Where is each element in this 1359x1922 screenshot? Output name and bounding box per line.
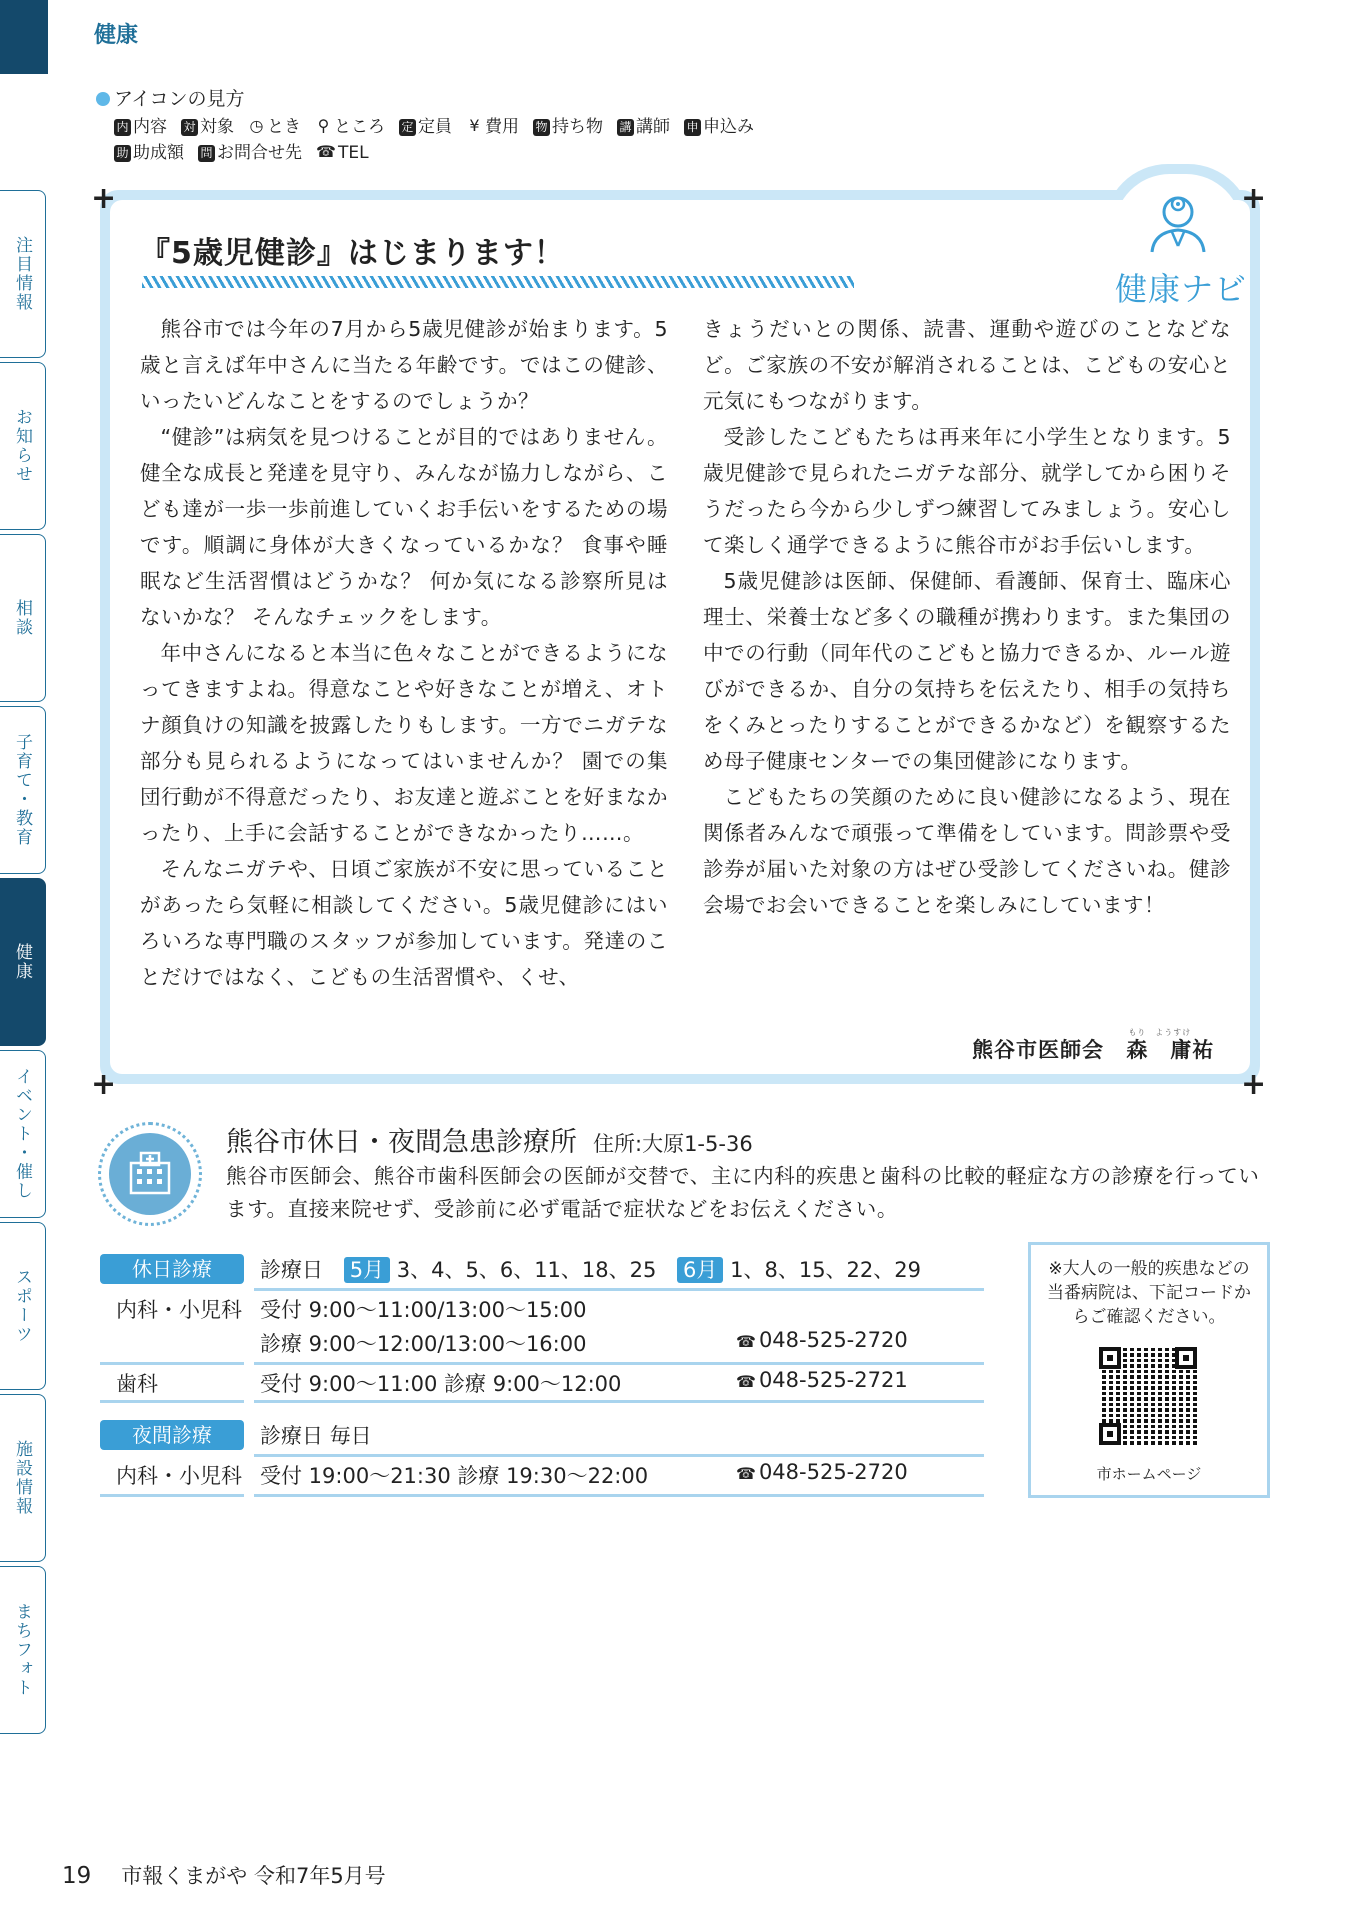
dental-hours: 受付 9:00～11:00 診療 9:00～12:00 [260, 1372, 622, 1396]
month-badge: 6月 [677, 1257, 723, 1283]
side-tab-label: 子育て・教育 [12, 733, 32, 847]
side-tab-label: 施設情報 [12, 1440, 32, 1516]
legend-label: 持ち物 [552, 117, 603, 137]
month-days: 1、8、15、22、29 [730, 1258, 921, 1282]
legend-label: 講師 [636, 117, 670, 137]
legend-item [114, 143, 184, 163]
legend-glyph-icon: 対 [181, 119, 198, 136]
article-author [972, 1028, 1215, 1064]
legend-label: 助成額 [133, 143, 184, 163]
side-tab-9[interactable] [0, 1566, 46, 1734]
side-tab-7[interactable] [0, 1222, 46, 1390]
author-name-wrap [1126, 1028, 1215, 1062]
side-tab-label: 相談 [12, 599, 32, 637]
legend-item [617, 117, 670, 137]
dept-dental: 歯科 [116, 1372, 158, 1396]
bullet-icon [96, 92, 110, 106]
dental-phone[interactable]: ☎ 048-525-2721 [736, 1368, 908, 1392]
side-tab-label: スポーツ [12, 1268, 32, 1344]
month-badge: 5月 [344, 1257, 390, 1283]
row-divider [254, 1362, 984, 1365]
author-ruby: もり ようすけ [1128, 1028, 1192, 1037]
crop-mark-icon: + [91, 181, 117, 216]
internal-hours-2: 診療 9:00～12:00/13:00～16:00 [260, 1332, 587, 1356]
page-footer [62, 1860, 386, 1890]
row-divider [254, 1288, 984, 1291]
legend-glyph-icon: ⚲ [317, 116, 330, 135]
side-tab-3[interactable] [0, 534, 46, 702]
section-title: 健康 [94, 23, 139, 48]
night-days: 診療日 毎日 [260, 1424, 372, 1448]
internal-phone[interactable]: ☎ 048-525-2720 [736, 1328, 908, 1352]
kenko-navi-label: 健康ナビ [1114, 270, 1247, 308]
crop-mark-icon: + [1241, 181, 1267, 216]
clinic-heading [226, 1120, 753, 1159]
month-days: 3、4、5、6、11、18、25 [396, 1258, 657, 1282]
row-divider [254, 1454, 984, 1457]
legend-label: お問合せ先 [217, 143, 302, 163]
paragraph: 年中さんになると本当に色々なことができるようになってきますよね。得意なことや好きなことが増え、オトナ顔負けの知識を披露したりもします。一方でニガテな部分も見られるようになってはいませんか？ 園での集団行動が不得意だったり、お友達と遊ぶことを好まなかったり、上手に会話することができなかったり……。 [140, 641, 668, 845]
icon-legend-row-2 [114, 138, 383, 163]
side-tab-6[interactable] [0, 1050, 46, 1218]
legend-glyph-icon: ¥ [469, 116, 480, 135]
icon-legend-heading: アイコンの見方 [96, 84, 245, 111]
holiday-days: 診療日 5月 3、4、5、6、11、18、25 6月 1、8、15、22、29 [260, 1258, 921, 1282]
crop-mark-icon: + [1241, 1067, 1267, 1102]
row-divider [254, 1400, 984, 1403]
qr-finder [1099, 1423, 1121, 1445]
legend-glyph-icon: 物 [533, 119, 550, 136]
legend-glyph-icon: 定 [399, 119, 416, 136]
legend-item [399, 117, 452, 137]
legend-label: 費用 [485, 117, 519, 137]
author-org: 熊谷市医師会 [972, 1038, 1104, 1062]
legend-item [316, 143, 369, 163]
side-tab-label: お知らせ [12, 408, 32, 484]
title-underline [142, 276, 854, 288]
hospital-building-icon [109, 1133, 191, 1215]
side-tab-label: 健康 [12, 943, 32, 981]
legend-item [684, 117, 754, 137]
qr-info-box [1028, 1242, 1270, 1498]
side-tab-1[interactable] [0, 190, 46, 358]
icon-legend-row-1 [114, 112, 768, 137]
paragraph: こどもたちの笑顔のために良い健診になるよう、現在関係者みんなで頑張って準備をしています。問診票や受診券が届いた対象の方はぜひ受診してくださいね。健診会場でお会いできることを楽しみにしています！ [703, 785, 1231, 917]
legend-item [533, 117, 603, 137]
legend-item [248, 117, 301, 137]
side-tab-2[interactable] [0, 362, 46, 530]
legend-item [114, 117, 167, 137]
side-tab-4[interactable] [0, 706, 46, 874]
paragraph: 受診したこどもたちは再来年に小学生となります。5歳児健診で見られたニガテな部分、就学してから困りそうだったら今から少しずつ練習してみましょう。安心して楽しく通学できるように熊谷市がお手伝いします。 [703, 425, 1231, 557]
side-tab-label: イベント・催し [12, 1067, 32, 1201]
side-tab-label: まちフォト [12, 1602, 32, 1698]
legend-item [181, 117, 234, 137]
clinic-address: 住所:大原1-5-36 [593, 1132, 753, 1156]
side-tab-5[interactable] [0, 878, 46, 1046]
paragraph: 5歳児健診は医師、保健師、看護師、保育士、臨床心理士、栄養士など多くの職種が携わります。また集団の中での行動（同年代のこどもと協力できるか、ルール遊びができるか、自分の気持ちを伝えたり、相手の気持ちをくみとったりすることができるかなど）を観察するため母子健康センターでの集団健診になります。 [703, 569, 1231, 773]
row-divider [100, 1400, 244, 1403]
qr-note: ※大人の一般的疾患などの当番病院は、下記コードからご確認ください。 [1047, 1259, 1251, 1327]
legend-label: TEL [337, 143, 369, 163]
internal-hours-1: 受付 9:00～11:00/13:00～15:00 [260, 1298, 587, 1322]
holiday-care-label: 休日診療 [100, 1254, 244, 1284]
legend-item [466, 117, 519, 137]
doctor-icon [1138, 190, 1218, 256]
qr-caption: 市ホームページ [1096, 1465, 1202, 1483]
dept-internal: 内科・小児科 [116, 1298, 242, 1322]
legend-label: 定員 [418, 117, 452, 137]
night-hours: 受付 19:00～21:30 診療 19:30～22:00 [260, 1464, 649, 1488]
publication-name: 市報くまがや 令和7年5月号 [121, 1864, 386, 1888]
legend-glyph-icon: ◷ [249, 116, 264, 135]
night-phone[interactable]: ☎ 048-525-2720 [736, 1460, 908, 1484]
row-divider [254, 1494, 984, 1497]
article-title: 『5歳児健診』はじまります！ [140, 236, 565, 271]
clinic-icon [98, 1122, 202, 1226]
night-care-label: 夜間診療 [100, 1420, 244, 1450]
legend-label: 対象 [200, 117, 234, 137]
qr-finder [1175, 1347, 1197, 1369]
legend-glyph-icon: 問 [198, 145, 215, 162]
paragraph: 熊谷市では今年の7月から5歳児健診が始まります。5歳と言えば年中さんに当たる年齢です。ではこの健診、いったいどんなことをするのでしょうか？ [140, 317, 668, 413]
row-divider [100, 1362, 244, 1365]
page-number: 19 [62, 1863, 92, 1889]
legend-label: ところ [334, 117, 385, 137]
night-dept: 内科・小児科 [116, 1464, 242, 1488]
side-tab-label: 注目情報 [12, 236, 32, 312]
paragraph: そんなニガテや、日頃ご家族が不安に思っていることがあったら気軽に相談してください。5歳児健診にはいろいろな専門職のスタッフが参加しています。発達のことだけではなく、こどもの生活習慣や、くせ、 [140, 857, 668, 989]
legend-label: 申込み [703, 117, 754, 137]
legend-glyph-icon: 内 [114, 119, 131, 136]
clinic-description: 熊谷市医師会、熊谷市歯科医師会の医師が交替で、主に内科的疾患と歯科の比較的軽症な方の診療を行っています。直接来院せず、受診前に必ず電話で症状などをお伝えください。 [226, 1164, 1260, 1221]
qr-finder [1099, 1347, 1121, 1369]
author-name: 森 庸祐 [1126, 1038, 1215, 1062]
legend-glyph-icon: 申 [684, 119, 701, 136]
crop-mark-icon: + [91, 1067, 117, 1102]
legend-label: とき [267, 117, 301, 137]
legend-item [315, 117, 385, 137]
qr-code-icon[interactable] [1099, 1347, 1197, 1445]
legend-glyph-icon: 講 [617, 119, 634, 136]
article-column-1 [140, 311, 668, 995]
side-tab-8[interactable] [0, 1394, 46, 1562]
legend-glyph-icon: 助 [114, 145, 131, 162]
header-corner-block [0, 0, 48, 74]
legend-glyph-icon: ☎ [316, 142, 336, 161]
clinic-name: 熊谷市休日・夜間急患診療所 [226, 1127, 577, 1158]
paragraph: “健診”は病気を見つけることが目的ではありません。健全な成長と発達を見守り、みんなが協力しながら、こども達が一歩一歩前進していくお手伝いをするための場です。順調に身体が大きくなっているかな？ 食事や睡眠など生活習慣はどうかな？ 何か気になる診察所見はないかな？ そんなチェックをします。 [140, 425, 668, 629]
paragraph: きょうだいとの関係、読書、運動や遊びのことなどなど。ご家族の不安が解消されることは、こどもの安心と元気にもつながります。 [703, 317, 1231, 413]
legend-item [198, 143, 302, 163]
hospital-badge [109, 1133, 191, 1215]
legend-label: 内容 [133, 117, 167, 137]
article-column-2 [703, 311, 1231, 923]
row-divider [100, 1494, 244, 1497]
